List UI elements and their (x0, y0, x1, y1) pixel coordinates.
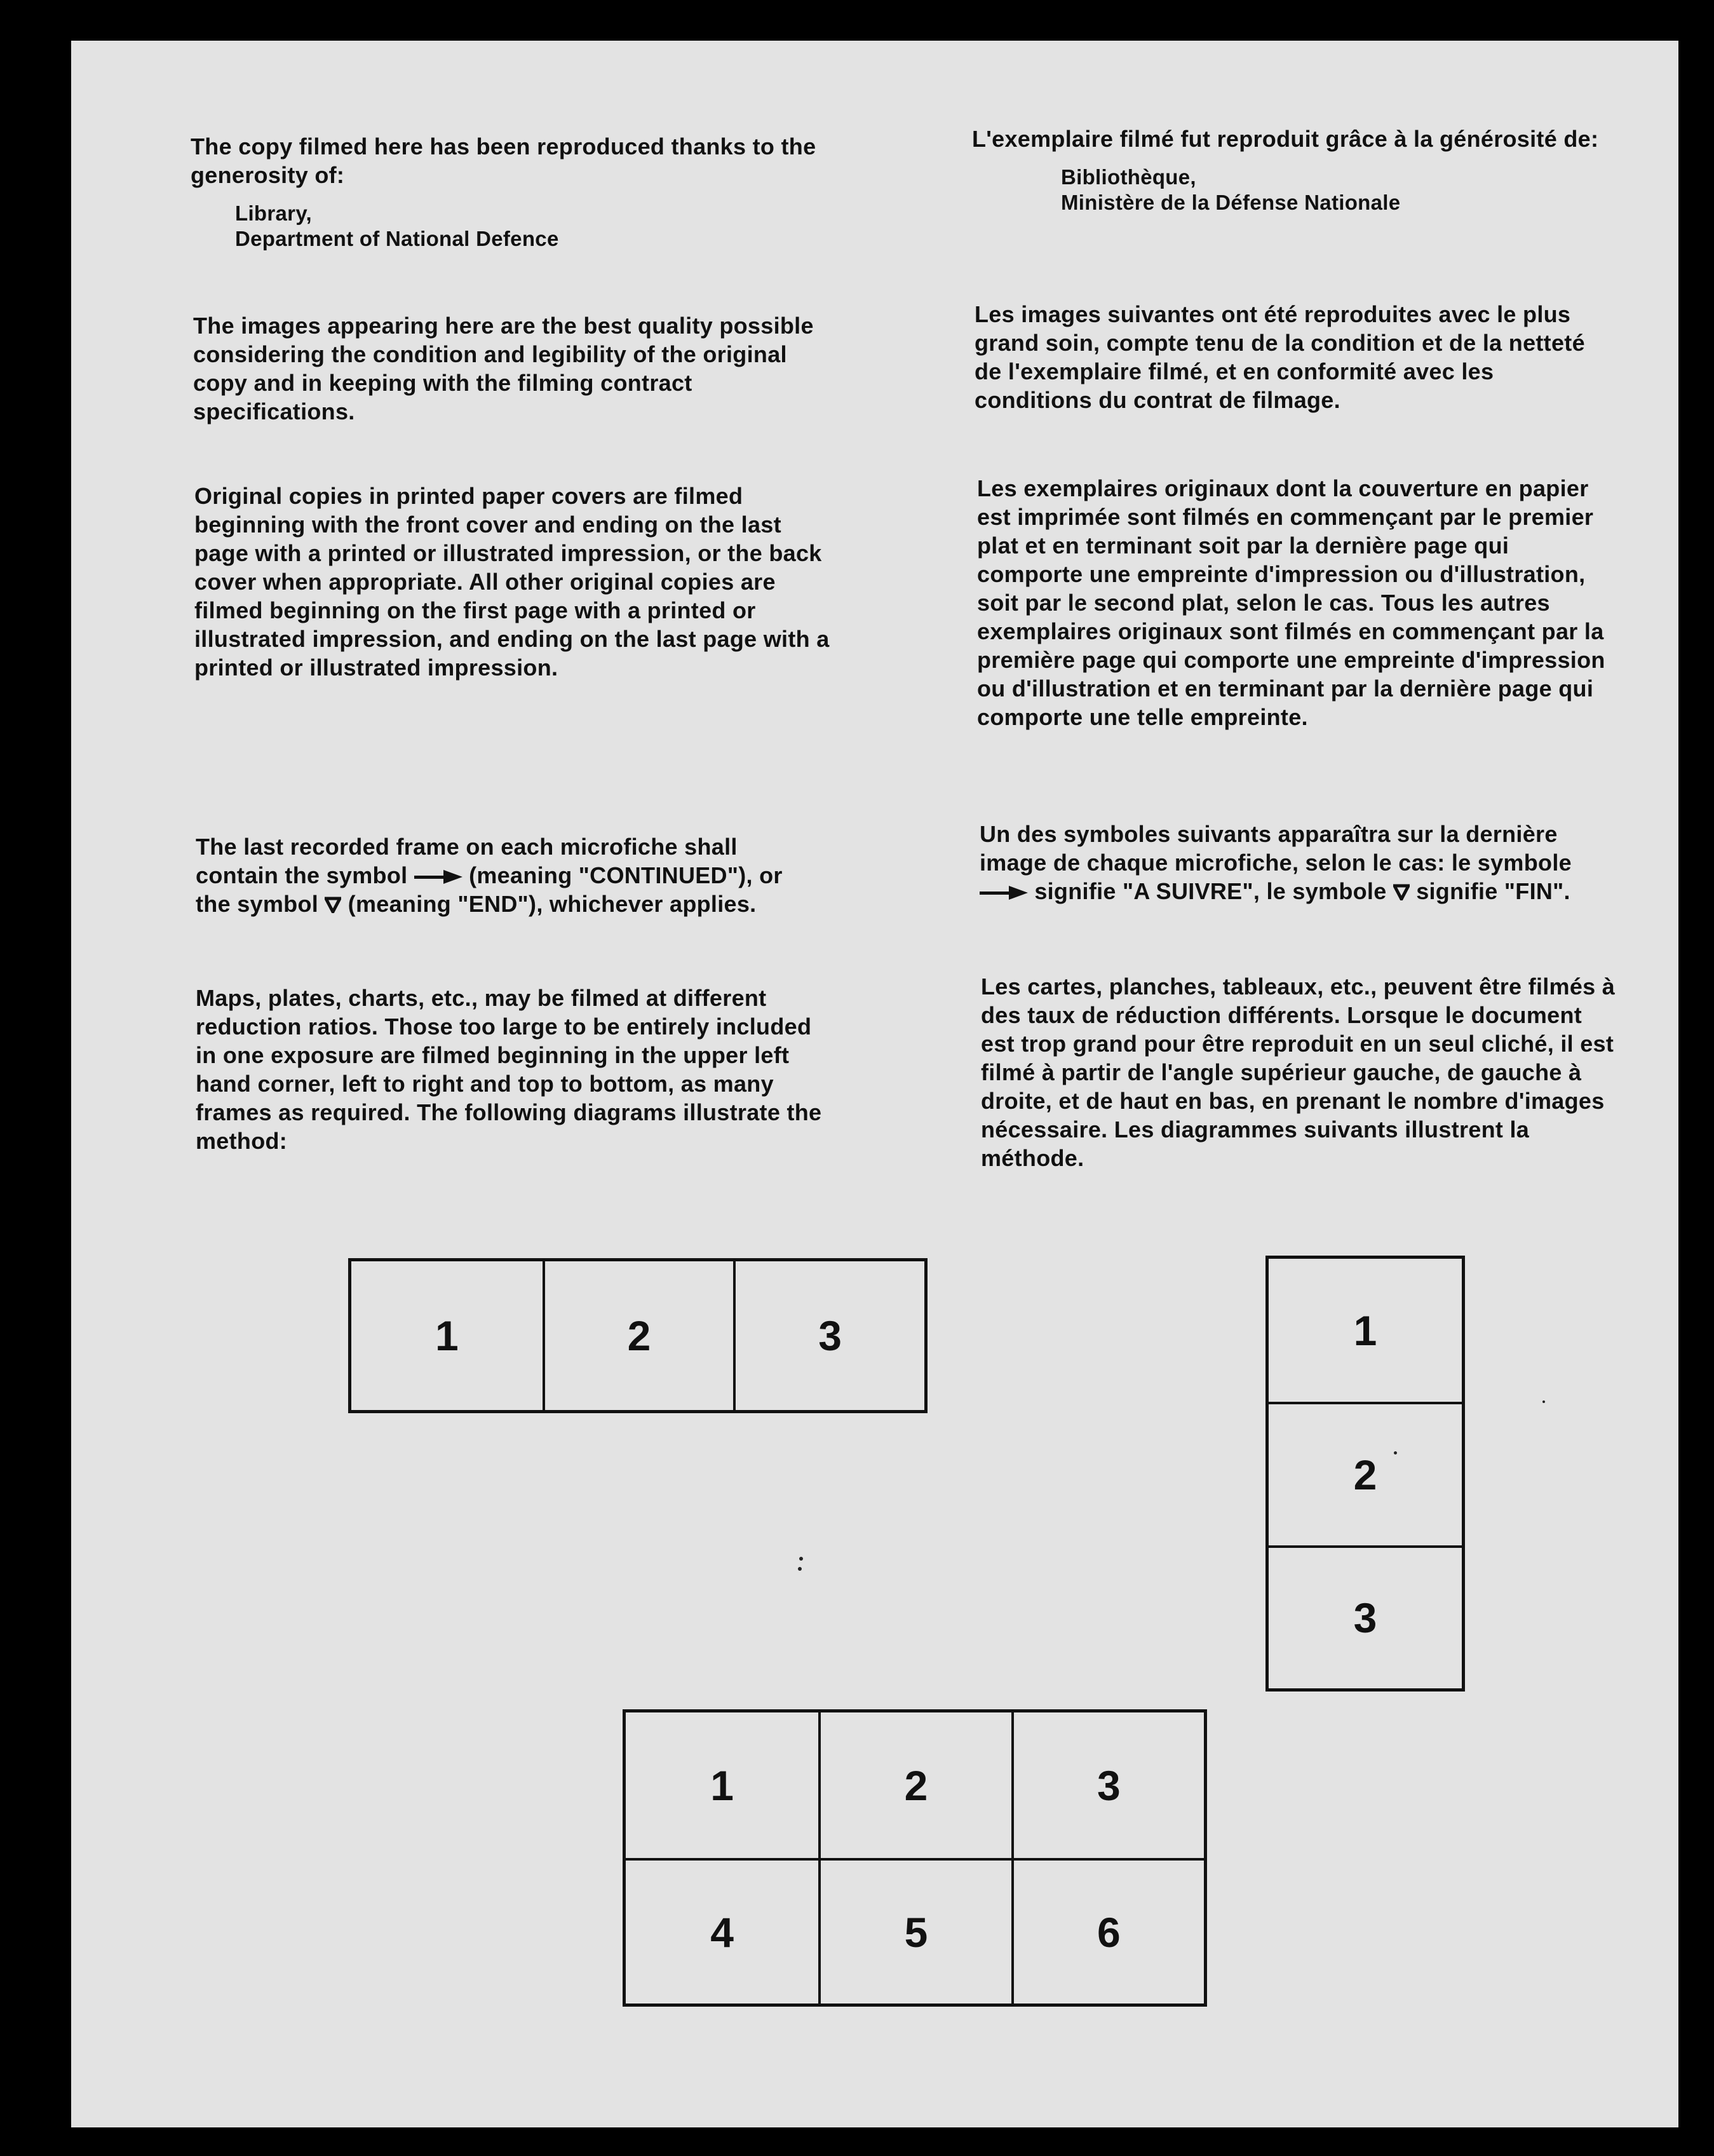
frame-cell: 5 (818, 1858, 1011, 2003)
en-filming-order (194, 482, 830, 682)
frame-cell: 2 (1269, 1402, 1462, 1545)
frame-cell: 3 (1011, 1712, 1204, 1858)
fr-quality-notice (975, 300, 1610, 414)
frame-cell: 3 (1269, 1545, 1462, 1688)
diagram-horizontal-three-frames (348, 1258, 928, 1413)
frame-cell: 2 (818, 1712, 1011, 1858)
fr-symbols-text (980, 820, 1589, 905)
en-acknowledgement-text: The copy filmed here has been reproduced thanks to the generosity of: (191, 133, 816, 188)
fr-symbols-part1: Un des symboles suivants apparaîtra sur la dernière image de chaque microfiche, selon le cas: le symbole (980, 821, 1572, 876)
frame-cell: 1 (435, 1312, 459, 1359)
en-institution-line2: Department of National Defence (235, 227, 559, 250)
en-acknowledgement (191, 132, 851, 252)
diagram-grid-six-frames (623, 1709, 1207, 2007)
en-symbols-part2: (meaning "CONTINUED"), or the symbol (196, 862, 783, 917)
triangle-down-icon (325, 897, 341, 913)
diagram-vertical-three-frames (1265, 1256, 1465, 1692)
en-maps-note-text: Maps, plates, charts, etc., may be filmed at different reduction ratios. Those too large to be entirely included in one exposure are filmed beginning in the upper left hand corner, left to right and top to bottom, as many frames as required. The following diagrams illustrate the method: (196, 985, 822, 1154)
en-quality-notice (193, 311, 828, 426)
frame-cell: 2 (543, 1261, 734, 1410)
frame-cell: 3 (733, 1261, 924, 1410)
en-quality-notice-text: The images appearing here are the best quality possible considering the condition and legibility of the original copy and in keeping with the filming contract specifications. (193, 313, 814, 424)
frame-cell: 1 (710, 1761, 734, 1809)
fr-symbols (980, 820, 1589, 905)
frame-cell: 6 (1011, 1858, 1204, 2003)
fr-institution (1061, 165, 1607, 215)
arrow-right-icon (414, 870, 462, 884)
en-institution (235, 201, 851, 252)
film-speck (798, 1567, 802, 1571)
fr-institution-line1: Bibliothèque, (1061, 165, 1196, 189)
film-speck (1542, 1400, 1545, 1403)
en-symbols-part3: (meaning "END"), whichever applies. (348, 891, 757, 917)
fr-symbols-part3: signifie "FIN". (1416, 878, 1570, 904)
en-symbols-text (196, 832, 818, 918)
frame-cell: 4 (626, 1858, 818, 2003)
triangle-down-icon (1393, 884, 1410, 900)
en-symbols (196, 832, 818, 918)
film-speck (1394, 1451, 1397, 1454)
film-speck (799, 1557, 803, 1561)
en-institution-line1: Library, (235, 201, 312, 225)
arrow-right-icon (980, 886, 1028, 900)
fr-maps-note-text: Les cartes, planches, tableaux, etc., peuvent être filmés à des taux de réduction différents. Lorsque le document est trop grand pour être reproduit en un seul cliché, il est filmé à partir de l'angle supérieur gauche, de gauche à droite, et de haut en bas, en prenant le nombre d'images nécessaire. Les diagrammes suivants illustrent la méthode. (981, 973, 1616, 1171)
frame-cell: 1 (1353, 1306, 1377, 1354)
fr-acknowledgement-text: L'exemplaire filmé fut reproduit grâce à la générosité de: (972, 126, 1599, 152)
fr-quality-notice-text: Les images suivantes ont été reproduites avec le plus grand soin, compte tenu de la condition et de la netteté de l'exemplaire filmé, et en conformité avec les conditions du contrat de filmage. (975, 301, 1585, 413)
en-maps-note (196, 984, 831, 1155)
en-filming-order-text: Original copies in printed paper covers are filmed beginning with the front cover and ending on the last page with a printed or illustrated impression, or the back cover when appropriate. All other original copies are filmed beginning on the first page with a printed or illustrated impression, and ending on the last page with a printed or illustrated impression. (194, 483, 830, 681)
fr-filming-order-text: Les exemplaires originaux dont la couverture en papier est imprimée sont filmés en commençant par le premier plat et en terminant soit par la dernière page qui comporte une empreinte d'impression ou d'illustration, soit par le second plat, selon le cas. Tous les autres exemplaires originaux sont filmés en commençant par la première page qui comporte une empreinte d'impression ou d'illustration et en terminant par la dernière page qui comporte une telle empreinte. (977, 475, 1605, 730)
fr-acknowledgement (972, 125, 1607, 215)
fr-filming-order (977, 474, 1612, 731)
fr-institution-line2: Ministère de la Défense Nationale (1061, 191, 1401, 214)
fr-symbols-part2: signifie "A SUIVRE", le symbole (1034, 878, 1387, 904)
en-symbols-part1: The last recorded frame on each microfiche shall contain the symbol (196, 834, 738, 888)
fr-maps-note (981, 972, 1616, 1172)
